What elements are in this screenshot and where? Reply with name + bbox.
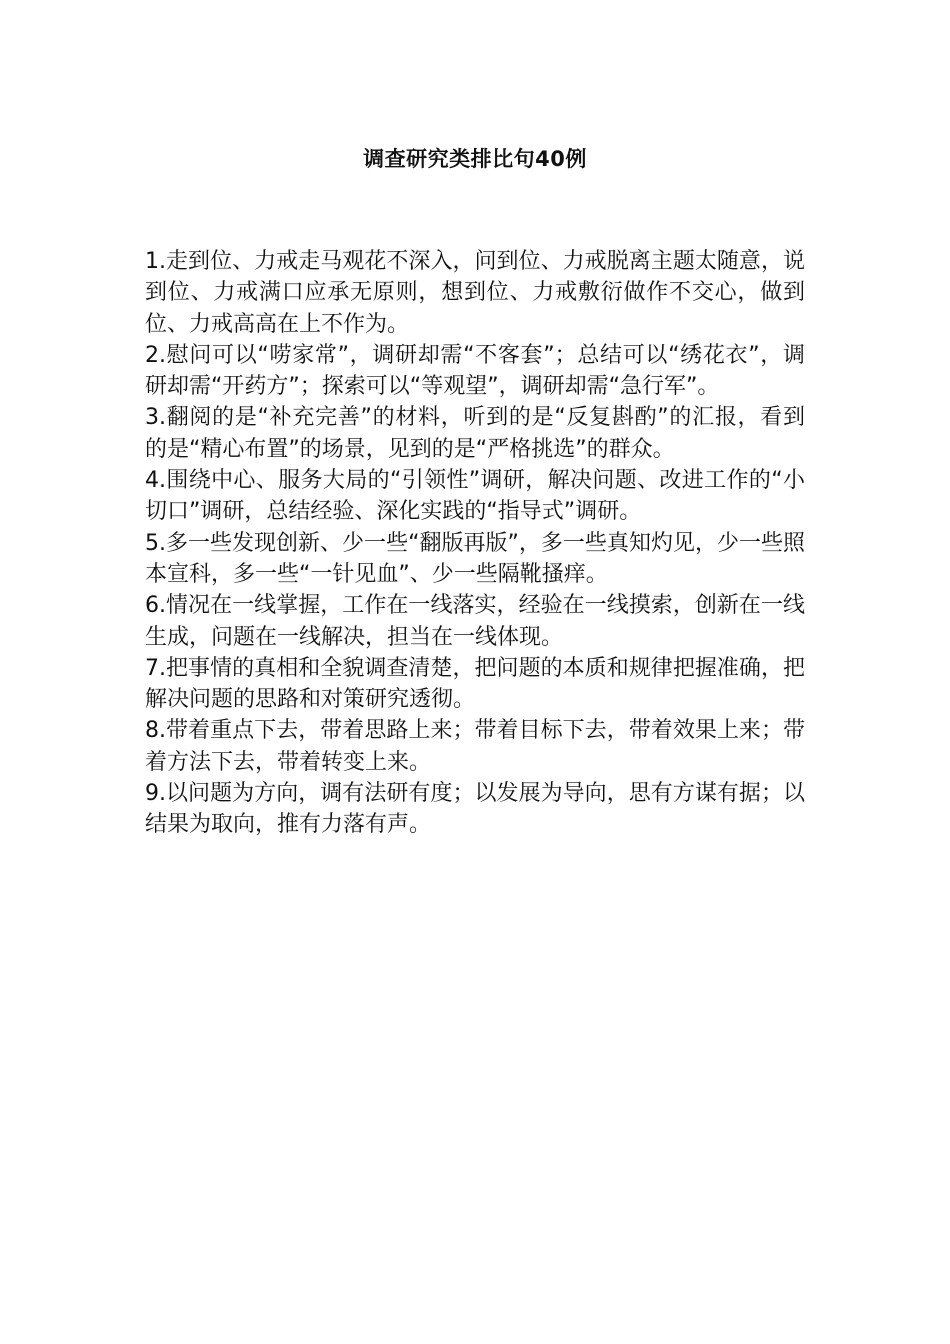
paragraph-3: 3.翻阅的是“补充完善”的材料，听到的是“反复斟酌”的汇报，看到的是“精心布置”的场景，见到的是“严格挑选”的群众。: [145, 405, 805, 462]
paragraph-6: 6.情况在一线掌握，工作在一线落实，经验在一线摸索，创新在一线生成，问题在一线解决，担当在一线体现。: [145, 593, 805, 650]
paragraph-9: 9.以问题为方向，调有法研有度；以发展为导向，思有方谋有据；以结果为取向，推有力落有声。: [145, 781, 805, 838]
document-title: 调查研究类排比句40例: [363, 147, 587, 171]
paragraph-8: 8.带着重点下去，带着思路上来；带着目标下去，带着效果上来；带着方法下去，带着转变上来。: [145, 718, 805, 775]
document-body: [145, 246, 805, 841]
paragraph-2: 2.慰问可以“唠家常”，调研却需“不客套”；总结可以“绣花衣”，调研却需“开药方”；探索可以“等观望”，调研却需“急行军”。: [145, 342, 805, 400]
paragraph-4: 4.围绕中心、服务大局的“引领性”调研，解决问题、改进工作的“小切口”调研，总结经验、深化实践的“指导式”调研。: [145, 468, 805, 525]
paragraph-7: 7.把事情的真相和全貌调查清楚，把问题的本质和规律把握准确，把解决问题的思路和对策研究透彻。: [145, 655, 805, 713]
paragraph-1: 1.走到位、力戒走马观花不深入，问到位、力戒脱离主题太随意，说到位、力戒满口应承无原则，想到位、力戒敷衍做作不交心，做到位、力戒高高在上不作为。: [145, 249, 805, 337]
paragraph-5: 5.多一些发现创新、少一些“翻版再版”，多一些真知灼见，少一些照本宣科，多一些“一针见血”、少一些隔靴搔痒。: [145, 530, 805, 587]
